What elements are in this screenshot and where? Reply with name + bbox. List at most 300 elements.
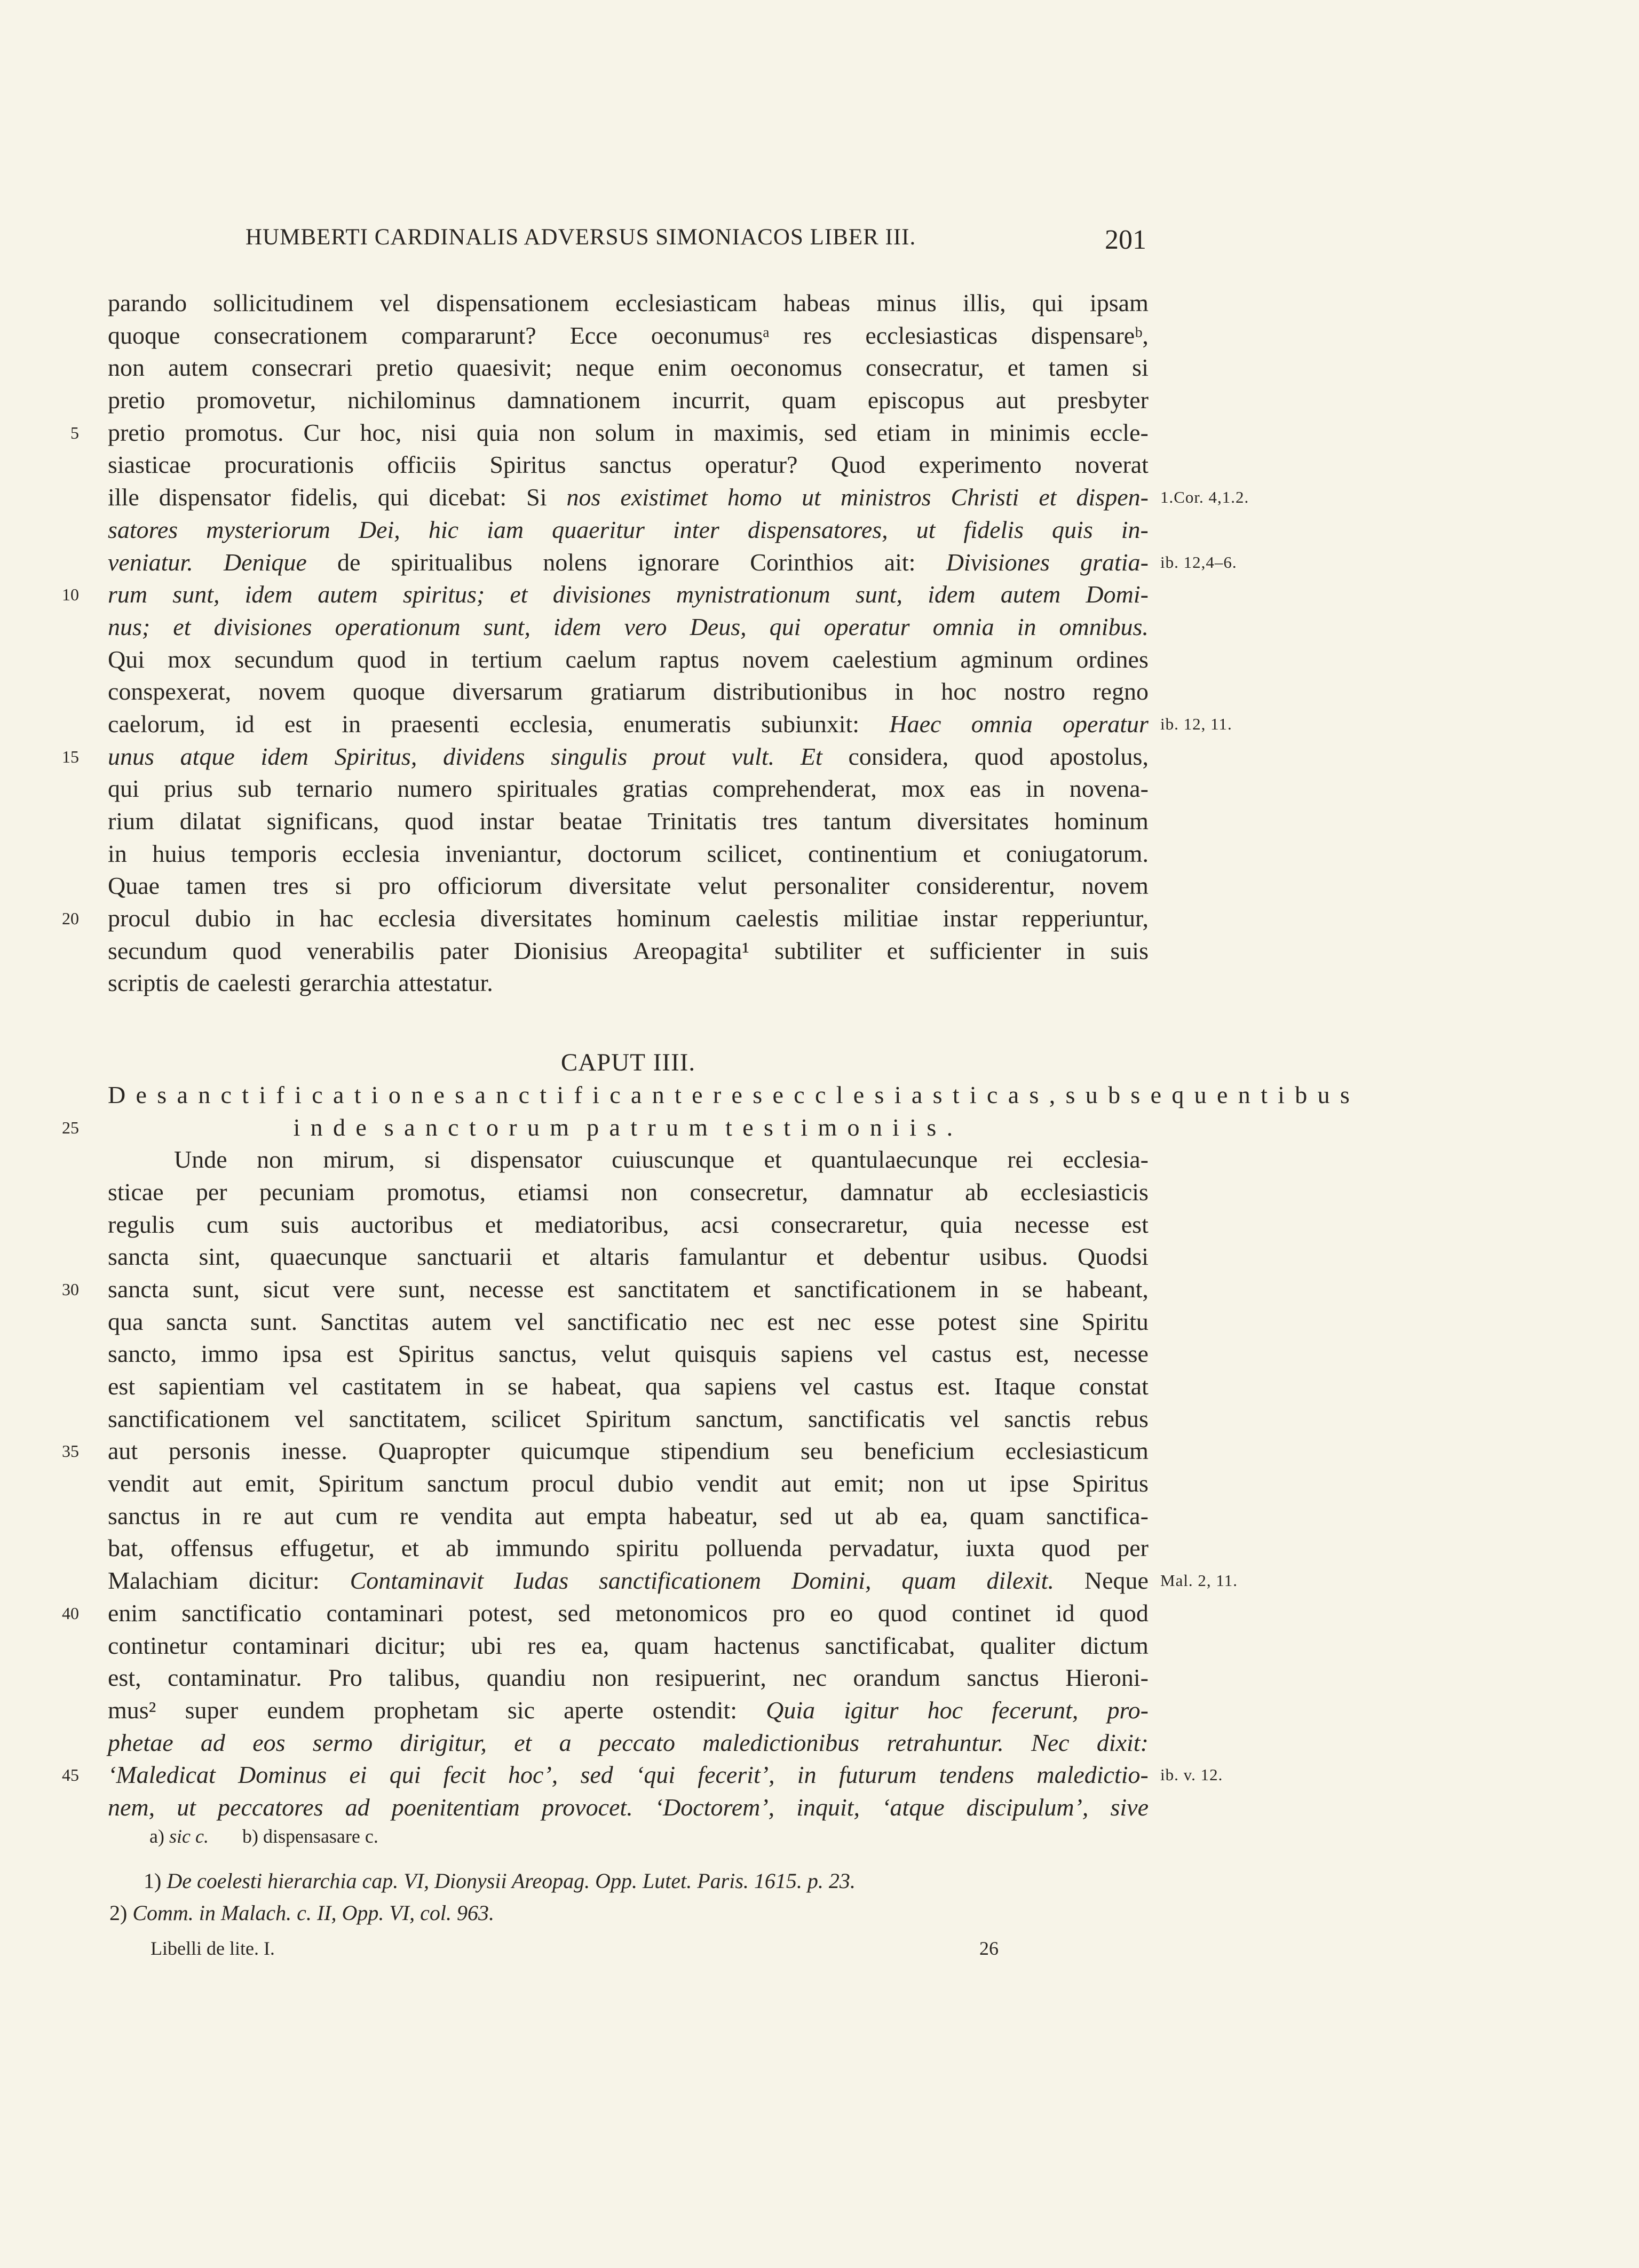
word: in [979, 1275, 999, 1303]
word: autem [1000, 581, 1061, 608]
word: operatur? [704, 451, 798, 479]
main-text [62, 287, 1360, 1824]
apparatus-label-b: b) [242, 1826, 258, 1847]
word: effugetur, [280, 1534, 375, 1562]
word: tantum [823, 807, 892, 835]
word: igitur [844, 1696, 899, 1724]
word: sancto, [108, 1340, 177, 1368]
word: promovetur, [196, 386, 316, 414]
word: sancta [108, 1243, 169, 1271]
word: quaecunque [270, 1243, 387, 1271]
word: Trinitatis [647, 807, 737, 835]
word: cum [206, 1210, 249, 1238]
word: in [1066, 937, 1086, 964]
chapter-title [108, 1046, 1149, 1079]
word: et [542, 1243, 560, 1271]
word: doctorum [587, 839, 682, 867]
word: autem [431, 1307, 492, 1335]
word: venerabilis [306, 937, 415, 964]
text-line [108, 1306, 1149, 1338]
word: raptus [659, 645, 719, 673]
word: contaminari [232, 1631, 350, 1659]
word: fecerit’, [698, 1761, 775, 1789]
word: idem [553, 613, 601, 640]
word: et [514, 1728, 532, 1756]
word: existimet [620, 483, 708, 511]
text-line [62, 902, 1149, 935]
word: sanctus, [498, 1340, 577, 1368]
word: hac [319, 905, 354, 932]
word: res [527, 1631, 556, 1659]
word: cum [335, 1502, 378, 1529]
word: quisquis [675, 1340, 757, 1368]
word: sunt, [855, 581, 903, 608]
word: quod [357, 645, 406, 673]
word: sufficienter [929, 937, 1041, 964]
word: inesse. [281, 1437, 347, 1465]
word: mus² [108, 1696, 156, 1724]
word: novem [742, 645, 810, 673]
word: ignorare [637, 548, 719, 576]
word: maledictio- [1036, 1761, 1149, 1789]
word: pro- [1107, 1696, 1149, 1724]
word: quod [405, 807, 454, 835]
word: sed [779, 1502, 813, 1529]
word: temporis [231, 839, 317, 867]
word: operatur [824, 613, 910, 640]
text-line [108, 1565, 1238, 1597]
word: fecerunt, [992, 1696, 1079, 1724]
word: vendit [696, 1470, 758, 1497]
word: inquit, [796, 1793, 860, 1821]
word: qui [1032, 289, 1064, 316]
word: officiorum [437, 872, 542, 900]
word: damnationem [507, 386, 641, 414]
word: numero [397, 775, 472, 803]
word: se [508, 1373, 528, 1400]
text-line [108, 611, 1149, 644]
word: omnia [932, 613, 994, 640]
word: vero [624, 613, 667, 640]
word: secundum [108, 937, 208, 964]
word: eundem [267, 1696, 345, 1724]
word: sanctificatione [157, 1081, 455, 1108]
word: aut [192, 1470, 223, 1497]
text-line [108, 1468, 1149, 1500]
word: subtiliter [774, 937, 862, 964]
word: diversitate [568, 872, 671, 900]
word: re [242, 1502, 262, 1529]
word: caelesti [217, 969, 291, 997]
word: res [803, 321, 832, 349]
word: aut [108, 1437, 138, 1465]
text-line [108, 481, 1249, 514]
word: Quia [766, 1696, 815, 1724]
word: castus [853, 1373, 914, 1400]
word: rebus [1095, 1405, 1149, 1432]
word: de [337, 548, 361, 576]
word: ei [349, 1761, 367, 1789]
word: pervadatur, [829, 1534, 939, 1562]
word: Unde [174, 1146, 227, 1173]
word: ab [875, 1502, 899, 1529]
word: metonomicos [615, 1599, 748, 1627]
text-line [108, 708, 1232, 741]
word: personaliter [773, 872, 890, 900]
word: aut [781, 1470, 811, 1497]
word: Hieroni- [1065, 1664, 1149, 1692]
word: est, [108, 1664, 141, 1692]
word: quaesivit; [456, 354, 552, 382]
word: et [173, 613, 191, 640]
word: nos [566, 483, 601, 511]
word: consecrationem [213, 321, 368, 349]
word: suis [1110, 937, 1149, 964]
word: ut [177, 1793, 196, 1821]
line-number: 20 [62, 909, 79, 929]
text-line [62, 1273, 1149, 1306]
word: castitatem [342, 1373, 442, 1400]
word: esse [874, 1307, 915, 1335]
word: singulis [551, 742, 628, 770]
word: continentium [807, 839, 938, 867]
word: ecclesia [378, 905, 456, 932]
word: non [621, 1178, 658, 1206]
word: retrahuntur. [886, 1728, 1004, 1756]
word: militiae [843, 905, 919, 932]
word: enumeratis [623, 710, 731, 738]
word: ipsa [282, 1340, 322, 1368]
word: quoque [108, 321, 180, 349]
word: regulis [108, 1210, 175, 1238]
word: sapiens [704, 1373, 777, 1400]
word: vendita [440, 1502, 513, 1529]
word: empta [586, 1502, 647, 1529]
word: iuxta [965, 1534, 1015, 1562]
word: Sanctitas [320, 1307, 409, 1335]
word: prius [163, 775, 213, 803]
word: Domini, [791, 1567, 872, 1595]
word: distributionibus [713, 678, 867, 705]
word: tamen [1048, 354, 1109, 382]
word: ab [965, 1178, 988, 1206]
word: Spiritum [585, 1405, 671, 1432]
word: necesse [1014, 1210, 1089, 1238]
word: Si [526, 483, 547, 511]
word: Areopagita¹ [632, 937, 750, 964]
word: scriptis [108, 969, 179, 997]
word: ‘qui [636, 1761, 676, 1789]
word: et [753, 1275, 771, 1303]
word: nus; [108, 613, 151, 640]
word: ordines [1076, 645, 1149, 673]
word: mox [168, 645, 212, 673]
word: in [342, 710, 361, 738]
word: rum [108, 581, 148, 608]
word: huius [152, 839, 205, 867]
word: beneficium [864, 1437, 975, 1465]
word: patrum [587, 1113, 718, 1141]
word: sanctificatio [567, 1307, 687, 1335]
word: Deus, [690, 613, 747, 640]
text-line [108, 1727, 1149, 1759]
word: in [675, 418, 694, 446]
word: idem [244, 581, 293, 608]
word: IIII. [653, 1049, 696, 1077]
word: sive [1110, 1793, 1149, 1821]
word: maximis, [714, 418, 805, 446]
word: Dei, [358, 516, 400, 543]
word: ipse [1009, 1470, 1049, 1497]
word: constat [1079, 1373, 1149, 1400]
word: et [816, 1243, 834, 1271]
word: nichilominus [347, 386, 476, 414]
word: dicebat: [429, 483, 507, 511]
word: provocet. [541, 1793, 633, 1821]
word: pro [378, 872, 411, 900]
text-line [62, 741, 1149, 773]
word: novem [1081, 872, 1149, 900]
word: usibus. [979, 1243, 1048, 1271]
line-number: 45 [62, 1765, 79, 1785]
word: episcopus [867, 386, 965, 414]
text-line [108, 967, 1149, 1000]
word: vel [288, 1373, 319, 1400]
word: quam [901, 1567, 956, 1595]
word: habeat, [551, 1373, 622, 1400]
word: Denique [223, 548, 307, 576]
word: sunt. [250, 1307, 298, 1335]
word: ab [445, 1534, 469, 1562]
word: divisiones [552, 581, 651, 608]
word: procul [532, 1470, 595, 1497]
word: phetae [108, 1728, 173, 1756]
word: ‘Maledicat [108, 1761, 216, 1789]
word: ad [345, 1793, 370, 1821]
word: Dominus [238, 1761, 327, 1789]
word: in [1017, 613, 1036, 640]
word: aut [283, 1502, 314, 1529]
word: presbyter [1057, 386, 1149, 414]
word: agminum [960, 645, 1054, 673]
word: et [764, 1146, 782, 1173]
word: tres [762, 807, 798, 835]
word: Quodsi [1078, 1243, 1149, 1271]
word: ecclesiasticum [1005, 1437, 1149, 1465]
word: idem [928, 581, 976, 608]
text-line [108, 676, 1149, 708]
apparatus-line [149, 1820, 856, 1853]
word: non [108, 354, 145, 382]
text-line [108, 1370, 1149, 1403]
word: pretio [108, 418, 165, 446]
word: offensus [170, 1534, 254, 1562]
word: sunt, [192, 1275, 240, 1303]
word: Spiritus [1072, 1470, 1149, 1497]
word: orandum [853, 1664, 940, 1692]
word: talibus, [389, 1664, 461, 1692]
word: spiritualibus [391, 548, 513, 576]
line-number: 30 [62, 1279, 79, 1299]
word: coniugatorum. [1005, 839, 1149, 867]
word: sanctificationem [794, 1275, 956, 1303]
word: sanctitatem [617, 1275, 730, 1303]
word: oeconomus [730, 354, 842, 382]
word: caelestium [832, 645, 938, 673]
word: considera, [848, 742, 949, 770]
word: quod [877, 1599, 927, 1627]
word: pretio [376, 354, 433, 382]
footnote-text: Comm. in Malach. c. II, Opp. VI, col. 963. [132, 1901, 494, 1925]
word: velut [698, 872, 747, 900]
word: sint, [199, 1243, 241, 1271]
line-number: 5 [70, 423, 79, 442]
word: dispensatores, [747, 516, 888, 543]
text-line [108, 838, 1149, 870]
word: idem [260, 742, 308, 770]
word: autem [168, 354, 228, 382]
word: dilatat [179, 807, 241, 835]
word: ‘atque [882, 1793, 945, 1821]
word: cuiuscunque [612, 1146, 735, 1173]
word: mysteriorum [206, 516, 330, 543]
word: ecclesiasticis [1020, 1178, 1149, 1206]
word: quoque [352, 678, 425, 705]
footnote-1 [144, 1865, 856, 1897]
word: Itaque [994, 1373, 1056, 1400]
text-line [62, 1759, 1223, 1791]
word: sanctum, [695, 1405, 784, 1432]
word: qualiter [980, 1631, 1056, 1659]
word: est [567, 1275, 595, 1303]
word: caelum [565, 645, 637, 673]
text-line [108, 449, 1149, 481]
apparatus-label-a: a) [149, 1826, 164, 1847]
word: oeconumusᵃ [651, 321, 770, 349]
word: sicut [263, 1275, 310, 1303]
word: hoc [927, 1696, 963, 1724]
word: sanctus [599, 451, 672, 479]
word: consecrari [251, 354, 353, 382]
word: si [424, 1146, 441, 1173]
text-line [108, 870, 1149, 902]
word: in [797, 1761, 817, 1789]
word: ecclesia [342, 839, 420, 867]
word: tertium [471, 645, 543, 673]
word: vel [877, 1340, 907, 1368]
footnote-text: De coelesti hierarchia cap. VI, Dionysii Areopag. Opp. Lutet. Paris. 1615. p. 23. [167, 1869, 856, 1893]
word: unus [108, 742, 154, 770]
line-number: 10 [62, 585, 79, 605]
word: non [257, 1146, 294, 1173]
word: nec [710, 1307, 745, 1335]
word: vel [379, 289, 410, 316]
word: sanctus [967, 1664, 1039, 1692]
word: vel [294, 1405, 324, 1432]
word: inveniantur, [445, 839, 563, 867]
word: quod [974, 742, 1024, 770]
word: sanctificatis [807, 1405, 925, 1432]
word: Pro [328, 1664, 362, 1692]
word: scilicet [491, 1405, 561, 1432]
word: est [108, 1373, 136, 1400]
line-number: 35 [62, 1441, 79, 1461]
word: habeant, [1066, 1275, 1149, 1303]
word: inter [672, 516, 719, 543]
word: sanctum [427, 1470, 509, 1497]
word: ait: [884, 548, 916, 576]
word: bat, [108, 1534, 144, 1562]
word: dispensationem [436, 289, 589, 316]
word: atque [180, 742, 235, 770]
word: significans, [266, 807, 379, 835]
word: maledictionibus [702, 1728, 860, 1756]
word: Quae [108, 872, 160, 900]
word: enim [108, 1599, 157, 1627]
word: est [284, 710, 312, 738]
line-number: 25 [62, 1117, 79, 1137]
word: nostro [1003, 678, 1065, 705]
word: sanctitatem, [349, 1405, 467, 1432]
word: rium [108, 807, 154, 835]
word: instar [943, 905, 997, 932]
word: et [1007, 354, 1025, 382]
word: sanctifica- [1046, 1502, 1149, 1529]
word: aperte [564, 1696, 624, 1724]
word: super [185, 1696, 239, 1724]
word: quia [476, 418, 519, 446]
word: ecclesiasticas [865, 321, 998, 349]
word: Spiritus, [334, 742, 417, 770]
word: dubio [617, 1470, 674, 1497]
word: sanctis [1004, 1405, 1071, 1432]
word: dicitur; [375, 1631, 446, 1659]
word: et [963, 839, 981, 867]
word: dixit: [1096, 1728, 1149, 1756]
word: in- [1121, 516, 1149, 543]
word: contaminari [326, 1599, 444, 1627]
word: castus [931, 1340, 992, 1368]
word: seu [801, 1437, 834, 1465]
word: minimis [989, 418, 1071, 446]
word: repperiuntur, [1022, 905, 1149, 932]
word: scilicet, [707, 839, 783, 867]
word: prout [653, 742, 706, 770]
word: vel [800, 1373, 830, 1400]
text-line [108, 1209, 1149, 1241]
word: est, [1016, 1340, 1049, 1368]
word: illis, [963, 289, 1006, 316]
word: eo [830, 1599, 853, 1627]
word: vult. [731, 742, 775, 770]
word: experimento [919, 451, 1042, 479]
word: vel [514, 1307, 545, 1335]
word: diversarum [452, 678, 563, 705]
word: caelestis [735, 905, 819, 932]
word: ut [802, 483, 821, 511]
word: solum [595, 418, 655, 446]
word: considerentur, [916, 872, 1055, 900]
word: in [275, 905, 295, 932]
text-line [108, 352, 1149, 384]
word: sunt, [483, 613, 531, 640]
text-line [70, 417, 1149, 449]
word: siasticae [108, 451, 191, 479]
word: Qui [108, 645, 145, 673]
word: minus [876, 289, 937, 316]
word: pro [772, 1599, 805, 1627]
word: vendit [108, 1470, 169, 1497]
